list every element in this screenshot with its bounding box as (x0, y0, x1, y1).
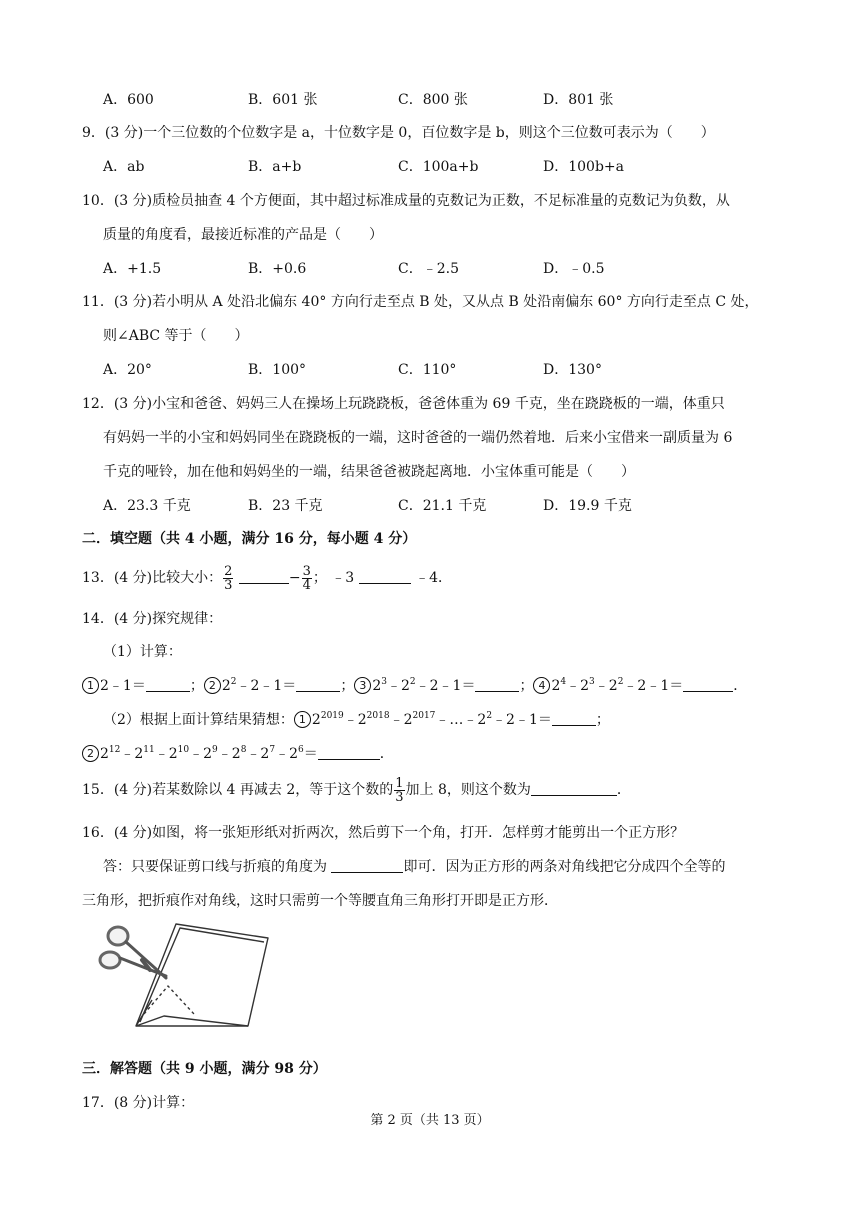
q12-option-b: B．23 千克 (248, 498, 323, 514)
q8-option-c: C．800 张 (398, 92, 468, 108)
q9-option-a: A．ab (103, 159, 145, 175)
q9-option-c: C．100a+b (398, 159, 479, 175)
q13-blank-1[interactable] (239, 569, 289, 584)
q13-frac2-num: 3 (302, 563, 311, 579)
q14-blank-5[interactable] (552, 711, 596, 726)
circled-2b: 2 (82, 745, 99, 762)
q15-end: ． (616, 782, 631, 798)
circled-4: 4 (533, 677, 550, 694)
q8-option-d: D．801 张 (543, 92, 614, 108)
q13-frac1-num: 2 (224, 563, 233, 579)
q15-prefix: 15．(4 分)若某数除以 4 再减去 2，等于这个数的 (82, 782, 394, 798)
q15-blank[interactable] (531, 781, 617, 796)
circled-1: 1 (82, 677, 99, 694)
q14-blank-6[interactable] (318, 745, 380, 760)
q12-option-c: C．21.1 千克 (398, 498, 487, 514)
q16-line2-suffix: 即可．因为正方形的两条对角线把它分成四个全等的 (403, 859, 726, 875)
q13-fraction-2 (302, 565, 312, 592)
q9-option-d: D．100b+a (543, 159, 624, 175)
q10-option-a: A．+1.5 (103, 261, 162, 277)
q13-fraction-1 (223, 565, 233, 592)
q14-blank-3[interactable] (475, 677, 519, 692)
question-12-line1: 12．(3 分)小宝和爸爸、妈妈三人在操场上玩跷跷板，爸爸体重为 69 千克，坐在跷跷板的一端，体重只 (82, 396, 725, 412)
q15-suffix: 加上 8，则这个数为 (405, 782, 531, 798)
question-17: 17．(8 分)计算： (82, 1095, 195, 1111)
q13-prefix: 13．(4 分)比较大小： (82, 570, 223, 586)
q16-blank[interactable] (331, 858, 403, 873)
q14-blank-1[interactable] (146, 677, 190, 692)
question-14-computations: 1 2﹣1＝ ； 2 $2^2﹣2﹣1=$ ； 3 $2^3﹣2^2﹣2﹣1=$ ； 4 $2^4﹣2^3﹣2^2﹣2﹣1=$ ． (82, 676, 747, 696)
folded-paper-scissors-figure (96, 918, 280, 1034)
q12-option-a: A．23.3 千克 (103, 498, 191, 514)
q15-fraction (394, 777, 404, 804)
q15-frac-num: 1 (395, 775, 404, 791)
q9-option-b: B．a+b (248, 159, 302, 175)
q10-option-b: B．+0.6 (248, 261, 307, 277)
q14-blank-4[interactable] (683, 677, 733, 692)
q13-minus: − (288, 570, 301, 586)
question-11-line2: 则∠ABC 等于（ ） (103, 328, 249, 344)
q11-option-a: A．20° (103, 362, 152, 378)
q11-option-b: B．100° (248, 362, 307, 378)
question-14-sub1: （1）计算： (103, 644, 182, 660)
section-2-title: 二．填空题（共 4 小题，满分 16 分，每小题 4 分） (82, 531, 417, 547)
q14-blank-2[interactable] (296, 677, 340, 692)
page-footer: 第 2 页（共 13 页） (370, 1113, 490, 1128)
section-3-title: 三．解答题（共 9 小题，满分 98 分） (82, 1061, 327, 1077)
question-14-guess: （2）根据上面计算结果猜想： 1 $2^{2019}﹣2^{2018}﹣2^{2017}﹣\dots﹣2^2﹣2﹣1=$ ； (103, 711, 610, 728)
q12-option-d: D．19.9 千克 (543, 498, 632, 514)
q13-frac1-den: 3 (224, 577, 233, 593)
question-14-guess-2: 2 $2^{12}﹣2^{11}﹣2^{10}﹣2^9﹣2^8﹣2^7﹣2^6=$ ． (82, 744, 394, 764)
q11-option-d: D．130° (543, 362, 602, 378)
q14-sub2: （2）根据上面计算结果猜想： (103, 712, 294, 728)
question-11-line1: 11．(3 分)若小明从 A 处沿北偏东 40° 方向行走至点 B 处，又从点 B 处沿南偏东 60° 方向行走至点 C 处， (82, 294, 759, 310)
q16-line2-prefix: 答：只要保证剪口线与折痕的角度为 (103, 859, 327, 875)
question-12-line2: 有妈妈一半的小宝和妈妈同坐在跷跷板的一端，这时爸爸的一端仍然着地．后来小宝借来一副质量为 6 (103, 430, 733, 446)
q8-option-b: B．601 张 (248, 92, 318, 108)
q13-part2-left: ﹣3 (331, 570, 355, 586)
question-16-line1: 16．(4 分)如图，将一张矩形纸对折两次，然后剪下一个角，打开．怎样剪才能剪出一个正方形？ (82, 825, 685, 841)
question-9: 9．(3 分)一个三位数的个位数字是 a，十位数字是 0，百位数字是 b，则这个三位数可表示为（ ） (82, 125, 715, 141)
q8-option-a: A．600 (103, 92, 154, 108)
q15-frac-den: 3 (395, 789, 404, 805)
question-13 (82, 563, 452, 593)
circled-3: 3 (354, 677, 371, 694)
q13-frac2-den: 4 (302, 577, 311, 593)
question-10-line1: 10．(3 分)质检员抽查 4 个方便面，其中超过标准成量的克数记为正数，不足标准量的克数记为负数，从 (82, 193, 730, 209)
question-12-line3: 千克的哑铃，加在他和妈妈坐的一端，结果爸爸被跷起离地．小宝体重可能是（ ） (103, 464, 635, 480)
q13-blank-2[interactable] (359, 569, 411, 584)
circled-2: 2 (204, 677, 221, 694)
question-10-line2: 质量的角度看，最接近标准的产品是（ ） (103, 227, 383, 243)
scissors-icon (100, 927, 166, 978)
question-14-title: 14．(4 分)探究规律： (82, 611, 223, 627)
question-16-line2 (103, 857, 725, 877)
q13-separator: ； (312, 570, 327, 586)
question-15 (82, 775, 631, 805)
q13-part2-right: ﹣4． (415, 570, 453, 586)
question-16-line3: 三角形，把折痕作对角线，这时只需剪一个等腰直角三角形打开即是正方形． (82, 893, 558, 909)
circled-1b: 1 (294, 711, 311, 728)
q11-option-c: C．110° (398, 362, 457, 378)
q10-option-c: C．﹣2.5 (398, 261, 459, 277)
q10-option-d: D．﹣0.5 (543, 261, 605, 277)
